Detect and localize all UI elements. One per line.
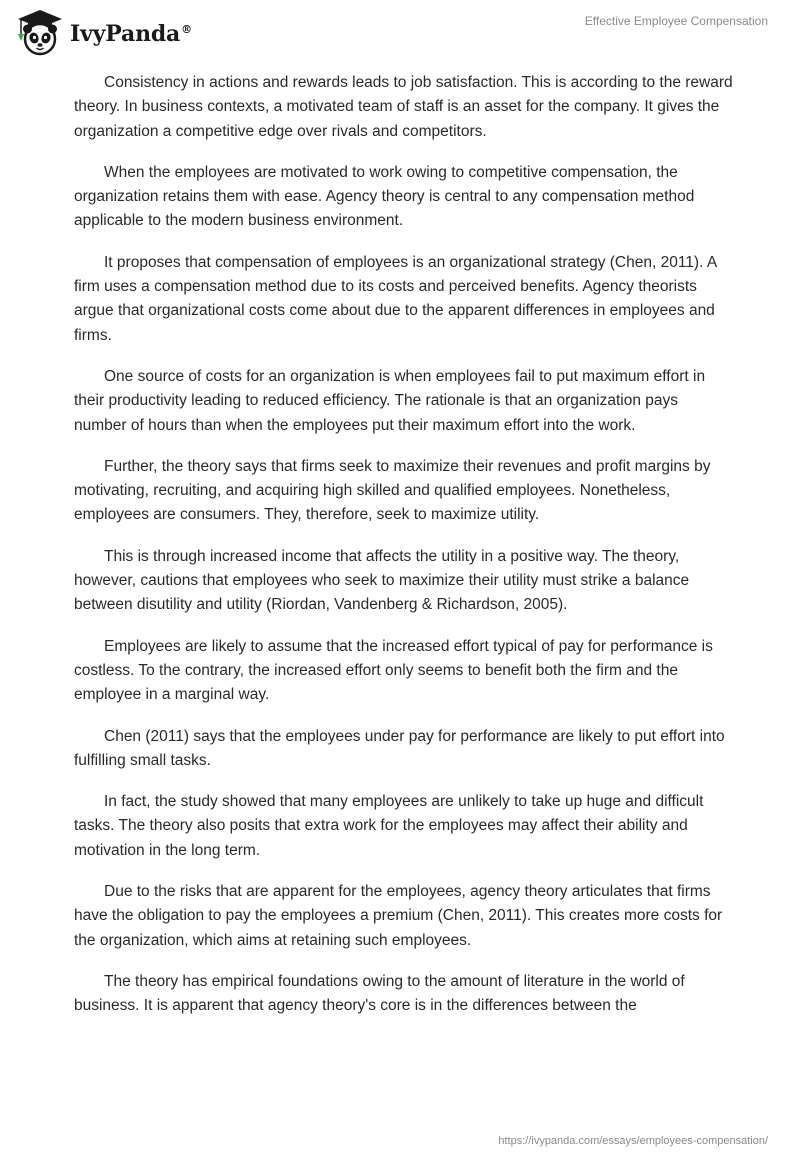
essay-body [74,71,734,1036]
paragraph: In fact, the study showed that many employees are unlikely to take up huge and difficult tasks. The theory also posits that extra work for the employees may affect their ability and motivation in the long term. [74,793,704,859]
panda-graduate-icon [14,8,66,56]
paragraph: The theory has empirical foundations owing to the amount of literature in the world of business. It is apparent that agency theory's core is in the differences between the [74,972,685,1015]
page-header [0,0,800,60]
paragraph: Due to the risks that are apparent for the employees, agency theory articulates that firms have the obligation to pay the employees a premium (Chen, 2011). This creates more costs for the organization, which aims at retaining such employees. [74,883,723,949]
paragraph: This is through increased income that affects the utility in a positive way. The theory, however, cautions that employees who seek to maximize their utility must strike a balance between disutility and utility (Riordan, Vandenberg & Richardson, 2005). [74,547,690,614]
paragraph: It proposes that compensation of employees is an organizational strategy (Chen, 2011). A firm uses a compensation method due to its costs and perceived benefits. Agency theorists argue that organizational costs come about due to the apparent differences in employees and firms. [74,253,717,344]
paragraph: Consistency in actions and rewards leads to job satisfaction. This is according to the reward theory. In business contexts, a motivated team of staff is an asset for the company. It gives the organization a competitive edge over rivals and competitors. [74,74,733,140]
paragraph: When the employees are motivated to work owing to competitive compensation, the organization retains them with ease. Agency theory is central to any compensation method applicable to the modern business environment. [74,163,695,230]
document-title: Effective Employee Compensation [584,14,768,28]
paragraph: Chen (2011) says that the employees under pay for performance are likely to put effort into fulfilling small tasks. [74,727,725,769]
brand-name: IvyPanda® [70,21,192,47]
paragraph: One source of costs for an organization is when employees fail to put maximum effort in their productivity leading to reduced efficiency. The rationale is that an organization pays number of hours than when the employees put their maximum effort into the work. [74,367,706,434]
brand-logo[interactable] [14,8,192,56]
paragraph: Employees are likely to assume that the increased effort typical of pay for performance is costless. To the contrary, the increased effort only seems to benefit both the firm and the employee in a marginal way. [74,637,713,704]
source-url[interactable]: https://ivypanda.com/essays/employees-compensation/ [498,1135,768,1147]
paragraph: Further, the theory says that firms seek to maximize their revenues and profit margins by motivating, recruiting, and acquiring high skilled and qualified employees. Nonetheless, employees are consumers. They, therefore, seek to maximize utility. [74,457,711,524]
